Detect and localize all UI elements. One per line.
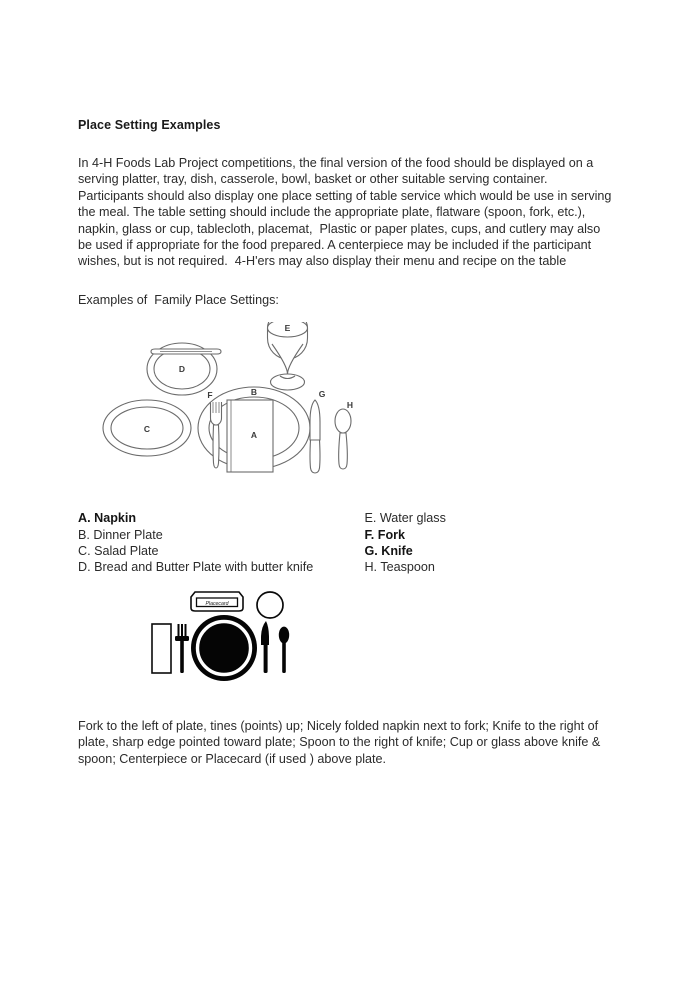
legend-item-c: C. Salad Plate	[78, 544, 159, 559]
teaspoon-shape	[335, 409, 351, 469]
legend-item-g: G. Knife	[364, 544, 413, 559]
examples-heading: Examples of Family Place Settings:	[78, 292, 279, 307]
legend	[78, 510, 618, 576]
spoon-shape	[279, 626, 289, 672]
closing-paragraph: Fork to the left of plate, tines (points) up; Nicely folded napkin next to fork; Knife to the right of plate, sharp edge pointed toward plate; Spoon to the right of knife; Cup or glass above knife & spoon; Centerpiece or Placecard (if used ) above plate.	[78, 718, 604, 766]
legend-item-a: A. Napkin	[78, 511, 137, 526]
glass-shape	[257, 592, 283, 618]
figure-label-a: A	[250, 430, 258, 441]
figure-label-h: H	[346, 400, 354, 411]
legend-item-d: D. Bread and Butter Plate with butter knife	[78, 560, 314, 575]
legend-right-column	[364, 510, 614, 576]
napkin-shape	[152, 624, 171, 673]
plate-shape	[191, 615, 257, 681]
legend-item-h: H. Teaspoon	[364, 560, 435, 575]
page-title: Place Setting Examples	[78, 118, 221, 132]
figure-label-e: E	[284, 323, 291, 334]
figure-label-g: G	[318, 389, 326, 400]
family-place-setting-figure	[100, 322, 370, 480]
figure-label-f: F	[207, 390, 213, 401]
knife-shape	[310, 400, 320, 473]
intro-paragraph: In 4-H Foods Lab Project competitions, the final version of the food should be displayed on a serving platter, tray, dish, casserole, bowl, basket or other suitable serving container. Participants should also display one place setting of table service which would be use in serving the meal. The table setting should include the appropriate plate, flatware (spoon, fork, etc.), napkin, glass or cup, tablecloth, placemat, Plastic or paper plates, cups, and cutlery may also be used if appropriate for the food prepared. A centerpiece may be included if the participant wishes, but is not required. 4-H'ers may also display their menu and recipe on the table	[78, 156, 615, 269]
document-content	[78, 118, 618, 767]
figure-label-c: C	[143, 424, 151, 435]
placecard-place-setting-figure	[146, 588, 316, 684]
legend-left-column	[78, 510, 360, 576]
legend-item-f: F. Fork	[364, 527, 406, 542]
figure-label-b: B	[250, 387, 258, 398]
placecard-label: Placecard	[205, 600, 229, 607]
legend-item-e: E. Water glass	[364, 511, 446, 526]
legend-item-b: B. Dinner Plate	[78, 527, 163, 542]
placecard-shape	[191, 592, 243, 611]
figure-label-d: D	[178, 364, 186, 375]
fork-shape	[175, 624, 189, 673]
knife-shape	[261, 621, 269, 673]
